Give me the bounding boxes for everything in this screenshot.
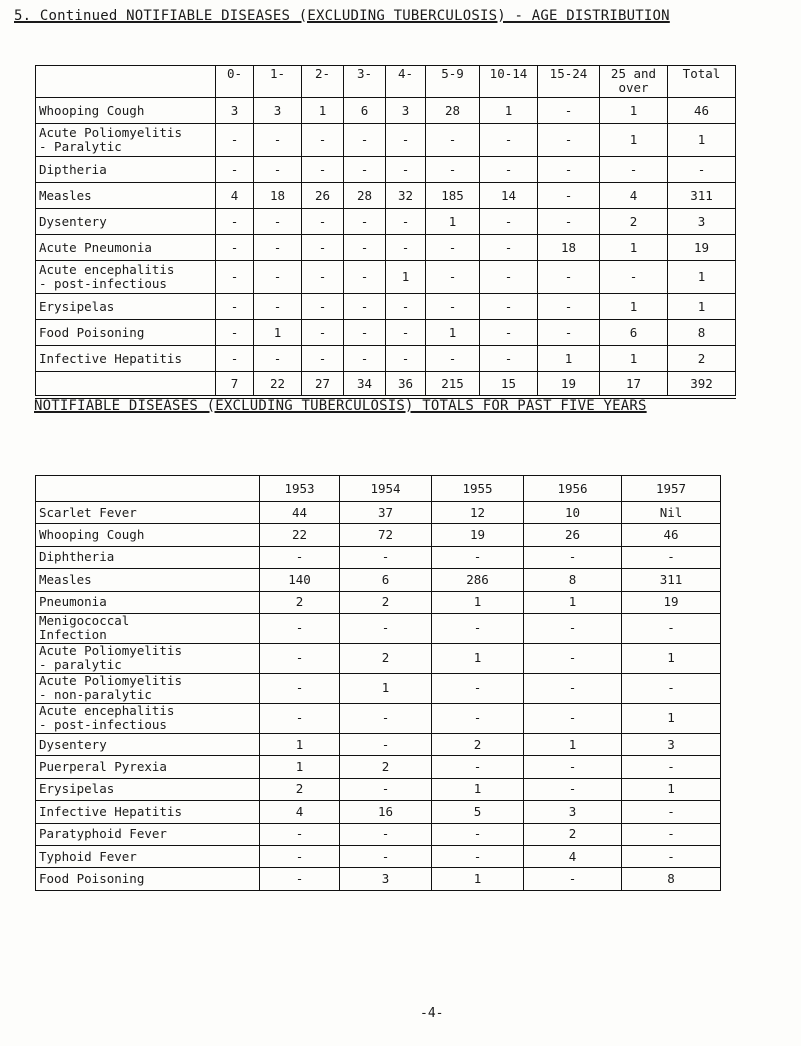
table-cell: 1 <box>524 733 622 755</box>
table-cell: - <box>302 235 344 261</box>
table-cell: - <box>386 320 426 346</box>
table-cell: 1 <box>668 261 736 294</box>
column-header: 5-9 <box>426 66 480 98</box>
disease-name: Infective Hepatitis <box>36 346 216 372</box>
table-cell: 1 <box>524 591 622 613</box>
table-cell: 1 <box>302 98 344 124</box>
disease-name: Acute Poliomyelitis - Paralytic <box>36 124 216 157</box>
table-cell: 3 <box>340 868 432 890</box>
table-cell: - <box>216 235 254 261</box>
table-cell: 8 <box>668 320 736 346</box>
table-cell: - <box>622 673 721 703</box>
table-row <box>36 261 736 294</box>
table-cell: - <box>260 845 340 867</box>
table-cell: 1 <box>600 235 668 261</box>
table-cell: - <box>340 823 432 845</box>
table-cell: 3 <box>386 98 426 124</box>
table-row <box>36 235 736 261</box>
disease-name: Acute encephalitis - post-infectious <box>36 261 216 294</box>
table-cell: - <box>386 346 426 372</box>
table-cell: 1 <box>622 778 721 800</box>
table-cell: - <box>260 703 340 733</box>
table-cell: - <box>426 157 480 183</box>
table-row <box>36 320 736 346</box>
table-cell: 2 <box>260 591 340 613</box>
column-header: 0- <box>216 66 254 98</box>
disease-name: Acute Poliomyelitis - paralytic <box>36 643 260 673</box>
table-cell: - <box>432 756 524 778</box>
table-cell: 185 <box>426 183 480 209</box>
disease-name: Paratyphoid Fever <box>36 823 260 845</box>
table-cell: 1 <box>426 320 480 346</box>
total-cell: 392 <box>668 372 736 398</box>
table-row <box>36 733 721 755</box>
table-cell: - <box>340 733 432 755</box>
table-cell: - <box>538 209 600 235</box>
table-cell: - <box>216 346 254 372</box>
table-cell: 19 <box>432 524 524 546</box>
table-cell: 1 <box>432 868 524 890</box>
table-cell: - <box>600 261 668 294</box>
disease-name: Acute Pneumonia <box>36 235 216 261</box>
column-header: 2- <box>302 66 344 98</box>
table-cell: 1 <box>386 261 426 294</box>
table-cell: 311 <box>622 569 721 591</box>
column-header: 15-24 <box>538 66 600 98</box>
table-cell: 6 <box>340 569 432 591</box>
column-header: Total <box>668 66 736 98</box>
table-cell: - <box>216 124 254 157</box>
table-cell: - <box>254 209 302 235</box>
disease-name: Diphtheria <box>36 546 260 568</box>
table-cell: 3 <box>254 98 302 124</box>
table-cell: 5 <box>432 801 524 823</box>
column-header: 3- <box>344 66 386 98</box>
table-cell: 16 <box>340 801 432 823</box>
table-cell: 2 <box>432 733 524 755</box>
table-cell: - <box>480 157 538 183</box>
table-cell: - <box>538 98 600 124</box>
table-cell: - <box>386 294 426 320</box>
age-distribution-table <box>35 65 736 399</box>
disease-name: Menigococcal Infection <box>36 613 260 643</box>
table-cell: 3 <box>622 733 721 755</box>
disease-name: Dysentery <box>36 733 260 755</box>
table-row <box>36 569 721 591</box>
table-cell: 32 <box>386 183 426 209</box>
column-header: 1954 <box>340 476 432 502</box>
totals-row <box>36 372 736 398</box>
table-cell: - <box>432 673 524 703</box>
disease-name: Typhoid Fever <box>36 845 260 867</box>
table-row <box>36 591 721 613</box>
table-cell: 1 <box>600 294 668 320</box>
table-cell: - <box>386 124 426 157</box>
disease-name: Erysipelas <box>36 778 260 800</box>
table-cell: 2 <box>340 756 432 778</box>
table-cell: 286 <box>432 569 524 591</box>
table-row <box>36 124 736 157</box>
five-year-totals-table <box>35 475 721 891</box>
table-cell: 3 <box>216 98 254 124</box>
disease-name: Acute Poliomyelitis - non-paralytic <box>36 673 260 703</box>
table-cell: - <box>254 294 302 320</box>
table-cell: - <box>216 209 254 235</box>
table-cell: 1 <box>426 209 480 235</box>
table-cell: - <box>216 261 254 294</box>
table-cell: - <box>524 673 622 703</box>
table-cell: - <box>538 183 600 209</box>
table-row <box>36 502 721 524</box>
table-cell: - <box>302 157 344 183</box>
table-cell: - <box>538 294 600 320</box>
table-cell: - <box>260 673 340 703</box>
table-cell: - <box>480 261 538 294</box>
table-cell: - <box>622 801 721 823</box>
table-cell: - <box>622 546 721 568</box>
table-cell: - <box>302 320 344 346</box>
total-cell: 36 <box>386 372 426 398</box>
table-cell: - <box>254 157 302 183</box>
table-cell: 72 <box>340 524 432 546</box>
table-cell: - <box>524 778 622 800</box>
table-cell: - <box>340 703 432 733</box>
table-cell: 140 <box>260 569 340 591</box>
year-table-header-row <box>36 476 721 502</box>
table-cell: 1 <box>668 294 736 320</box>
disease-name: Food Poisoning <box>36 868 260 890</box>
table-cell: 26 <box>524 524 622 546</box>
table-cell: - <box>344 294 386 320</box>
table-cell: - <box>538 261 600 294</box>
table-cell: 1 <box>600 98 668 124</box>
table-cell: 2 <box>524 823 622 845</box>
table-cell: - <box>524 868 622 890</box>
age-table-header-row <box>36 66 736 98</box>
total-cell: 15 <box>480 372 538 398</box>
table-cell: 28 <box>344 183 386 209</box>
table-cell: - <box>432 546 524 568</box>
table-row <box>36 845 721 867</box>
table-cell: - <box>216 294 254 320</box>
table-cell: - <box>254 235 302 261</box>
table-row <box>36 823 721 845</box>
disease-name: Measles <box>36 183 216 209</box>
table-cell: - <box>302 261 344 294</box>
table-cell: - <box>524 703 622 733</box>
column-header: 1- <box>254 66 302 98</box>
table-cell: - <box>344 157 386 183</box>
table-cell: - <box>480 209 538 235</box>
table-cell: 3 <box>668 209 736 235</box>
table-cell: - <box>340 546 432 568</box>
table-cell: 6 <box>600 320 668 346</box>
table-cell: - <box>302 346 344 372</box>
table-cell: - <box>340 613 432 643</box>
total-cell: 17 <box>600 372 668 398</box>
table-cell: - <box>260 613 340 643</box>
table-row <box>36 209 736 235</box>
table-cell: - <box>432 845 524 867</box>
table-cell: 22 <box>260 524 340 546</box>
total-cell: 7 <box>216 372 254 398</box>
table-cell: - <box>260 823 340 845</box>
table-cell: 8 <box>622 868 721 890</box>
table-cell: 1 <box>668 124 736 157</box>
table-cell: - <box>668 157 736 183</box>
table-cell: - <box>340 845 432 867</box>
table-cell: 1 <box>538 346 600 372</box>
table-cell: - <box>426 294 480 320</box>
table-cell: 44 <box>260 502 340 524</box>
disease-name: Scarlet Fever <box>36 502 260 524</box>
table-cell: - <box>344 320 386 346</box>
table-cell: 10 <box>524 502 622 524</box>
table-cell: - <box>524 643 622 673</box>
table-cell: - <box>524 546 622 568</box>
table-cell: 1 <box>432 778 524 800</box>
table-cell: - <box>254 261 302 294</box>
total-cell <box>36 372 216 398</box>
table-cell: Nil <box>622 502 721 524</box>
table-cell: - <box>538 157 600 183</box>
table-cell: - <box>254 346 302 372</box>
table-row <box>36 756 721 778</box>
table-cell: - <box>216 157 254 183</box>
table-cell: 46 <box>668 98 736 124</box>
total-cell: 215 <box>426 372 480 398</box>
table-row <box>36 294 736 320</box>
table-row <box>36 801 721 823</box>
table-cell: 19 <box>622 591 721 613</box>
table-cell: - <box>622 756 721 778</box>
disease-name: Measles <box>36 569 260 591</box>
column-header: 25 and over <box>600 66 668 98</box>
table-row <box>36 524 721 546</box>
table-cell: 2 <box>668 346 736 372</box>
table-cell: - <box>524 613 622 643</box>
total-cell: 34 <box>344 372 386 398</box>
table-cell: 2 <box>340 591 432 613</box>
table-row <box>36 703 721 733</box>
table-cell: - <box>480 320 538 346</box>
table-row <box>36 546 721 568</box>
column-header: 10-14 <box>480 66 538 98</box>
table-cell: - <box>426 346 480 372</box>
table-cell: 6 <box>344 98 386 124</box>
table-row <box>36 98 736 124</box>
table-cell: - <box>622 823 721 845</box>
table-cell: - <box>254 124 302 157</box>
table-cell: - <box>344 235 386 261</box>
table-cell: - <box>538 320 600 346</box>
table-cell: - <box>524 756 622 778</box>
table-cell: 2 <box>340 643 432 673</box>
table-cell: - <box>344 261 386 294</box>
table-cell: - <box>344 209 386 235</box>
table-cell: - <box>216 320 254 346</box>
table-cell: - <box>622 613 721 643</box>
table-cell: - <box>302 209 344 235</box>
table-cell: 1 <box>480 98 538 124</box>
table-row <box>36 346 736 372</box>
column-header: 1957 <box>622 476 721 502</box>
table-cell: 1 <box>622 643 721 673</box>
table-cell: - <box>480 346 538 372</box>
table-cell: - <box>260 868 340 890</box>
table-cell: 1 <box>260 756 340 778</box>
disease-name: Whooping Cough <box>36 98 216 124</box>
table-cell: - <box>302 124 344 157</box>
table-cell: - <box>386 209 426 235</box>
table-cell: 4 <box>600 183 668 209</box>
table-cell: - <box>480 124 538 157</box>
table-row <box>36 183 736 209</box>
table-cell: - <box>622 845 721 867</box>
column-header: 4- <box>386 66 426 98</box>
five-year-heading: NOTIFIABLE DISEASES (EXCLUDING TUBERCULOSIS) TOTALS FOR PAST FIVE YEARS <box>34 398 647 414</box>
disease-name: Pneumonia <box>36 591 260 613</box>
table-cell: 1 <box>260 733 340 755</box>
table-row <box>36 643 721 673</box>
table-cell: 37 <box>340 502 432 524</box>
table-cell: - <box>480 235 538 261</box>
table-row <box>36 673 721 703</box>
table-cell: - <box>260 546 340 568</box>
column-header <box>36 66 216 98</box>
table-cell: 46 <box>622 524 721 546</box>
table-cell: - <box>340 778 432 800</box>
table-cell: 1 <box>600 124 668 157</box>
table-cell: 1 <box>340 673 432 703</box>
disease-name: Diptheria <box>36 157 216 183</box>
table-cell: 18 <box>538 235 600 261</box>
table-cell: 1 <box>622 703 721 733</box>
table-row <box>36 613 721 643</box>
table-cell: - <box>426 261 480 294</box>
table-cell: - <box>600 157 668 183</box>
table-cell: 1 <box>432 643 524 673</box>
table-row <box>36 868 721 890</box>
total-cell: 19 <box>538 372 600 398</box>
disease-name: Infective Hepatitis <box>36 801 260 823</box>
table-cell: 4 <box>216 183 254 209</box>
table-cell: 19 <box>668 235 736 261</box>
table-cell: 26 <box>302 183 344 209</box>
table-cell: 14 <box>480 183 538 209</box>
table-cell: 4 <box>260 801 340 823</box>
column-header: 1956 <box>524 476 622 502</box>
table-cell: - <box>386 235 426 261</box>
page-number: -4- <box>420 1006 444 1021</box>
table-cell: 1 <box>254 320 302 346</box>
table-row <box>36 157 736 183</box>
disease-name: Whooping Cough <box>36 524 260 546</box>
table-cell: 1 <box>600 346 668 372</box>
disease-name: Erysipelas <box>36 294 216 320</box>
column-header: 1953 <box>260 476 340 502</box>
disease-name: Acute encephalitis - post-infectious <box>36 703 260 733</box>
table-cell: 18 <box>254 183 302 209</box>
column-header: 1955 <box>432 476 524 502</box>
table-cell: - <box>386 157 426 183</box>
total-cell: 22 <box>254 372 302 398</box>
table-cell: - <box>432 823 524 845</box>
table-cell: - <box>432 613 524 643</box>
table-cell: - <box>538 124 600 157</box>
table-cell: - <box>426 124 480 157</box>
table-cell: 28 <box>426 98 480 124</box>
table-cell: 1 <box>432 591 524 613</box>
table-cell: - <box>480 294 538 320</box>
table-cell: - <box>260 643 340 673</box>
table-cell: - <box>344 124 386 157</box>
disease-name: Dysentery <box>36 209 216 235</box>
disease-name: Puerperal Pyrexia <box>36 756 260 778</box>
table-row <box>36 778 721 800</box>
table-cell: 4 <box>524 845 622 867</box>
table-cell: - <box>344 346 386 372</box>
column-header <box>36 476 260 502</box>
table-cell: - <box>432 703 524 733</box>
table-cell: - <box>302 294 344 320</box>
disease-name: Food Poisoning <box>36 320 216 346</box>
table-cell: 311 <box>668 183 736 209</box>
table-cell: 2 <box>600 209 668 235</box>
table-cell: 3 <box>524 801 622 823</box>
table-cell: 12 <box>432 502 524 524</box>
total-cell: 27 <box>302 372 344 398</box>
table-cell: - <box>426 235 480 261</box>
table-cell: 2 <box>260 778 340 800</box>
page-heading: 5. Continued NOTIFIABLE DISEASES (EXCLUDING TUBERCULOSIS) - AGE DISTRIBUTION <box>14 8 670 24</box>
table-cell: 8 <box>524 569 622 591</box>
